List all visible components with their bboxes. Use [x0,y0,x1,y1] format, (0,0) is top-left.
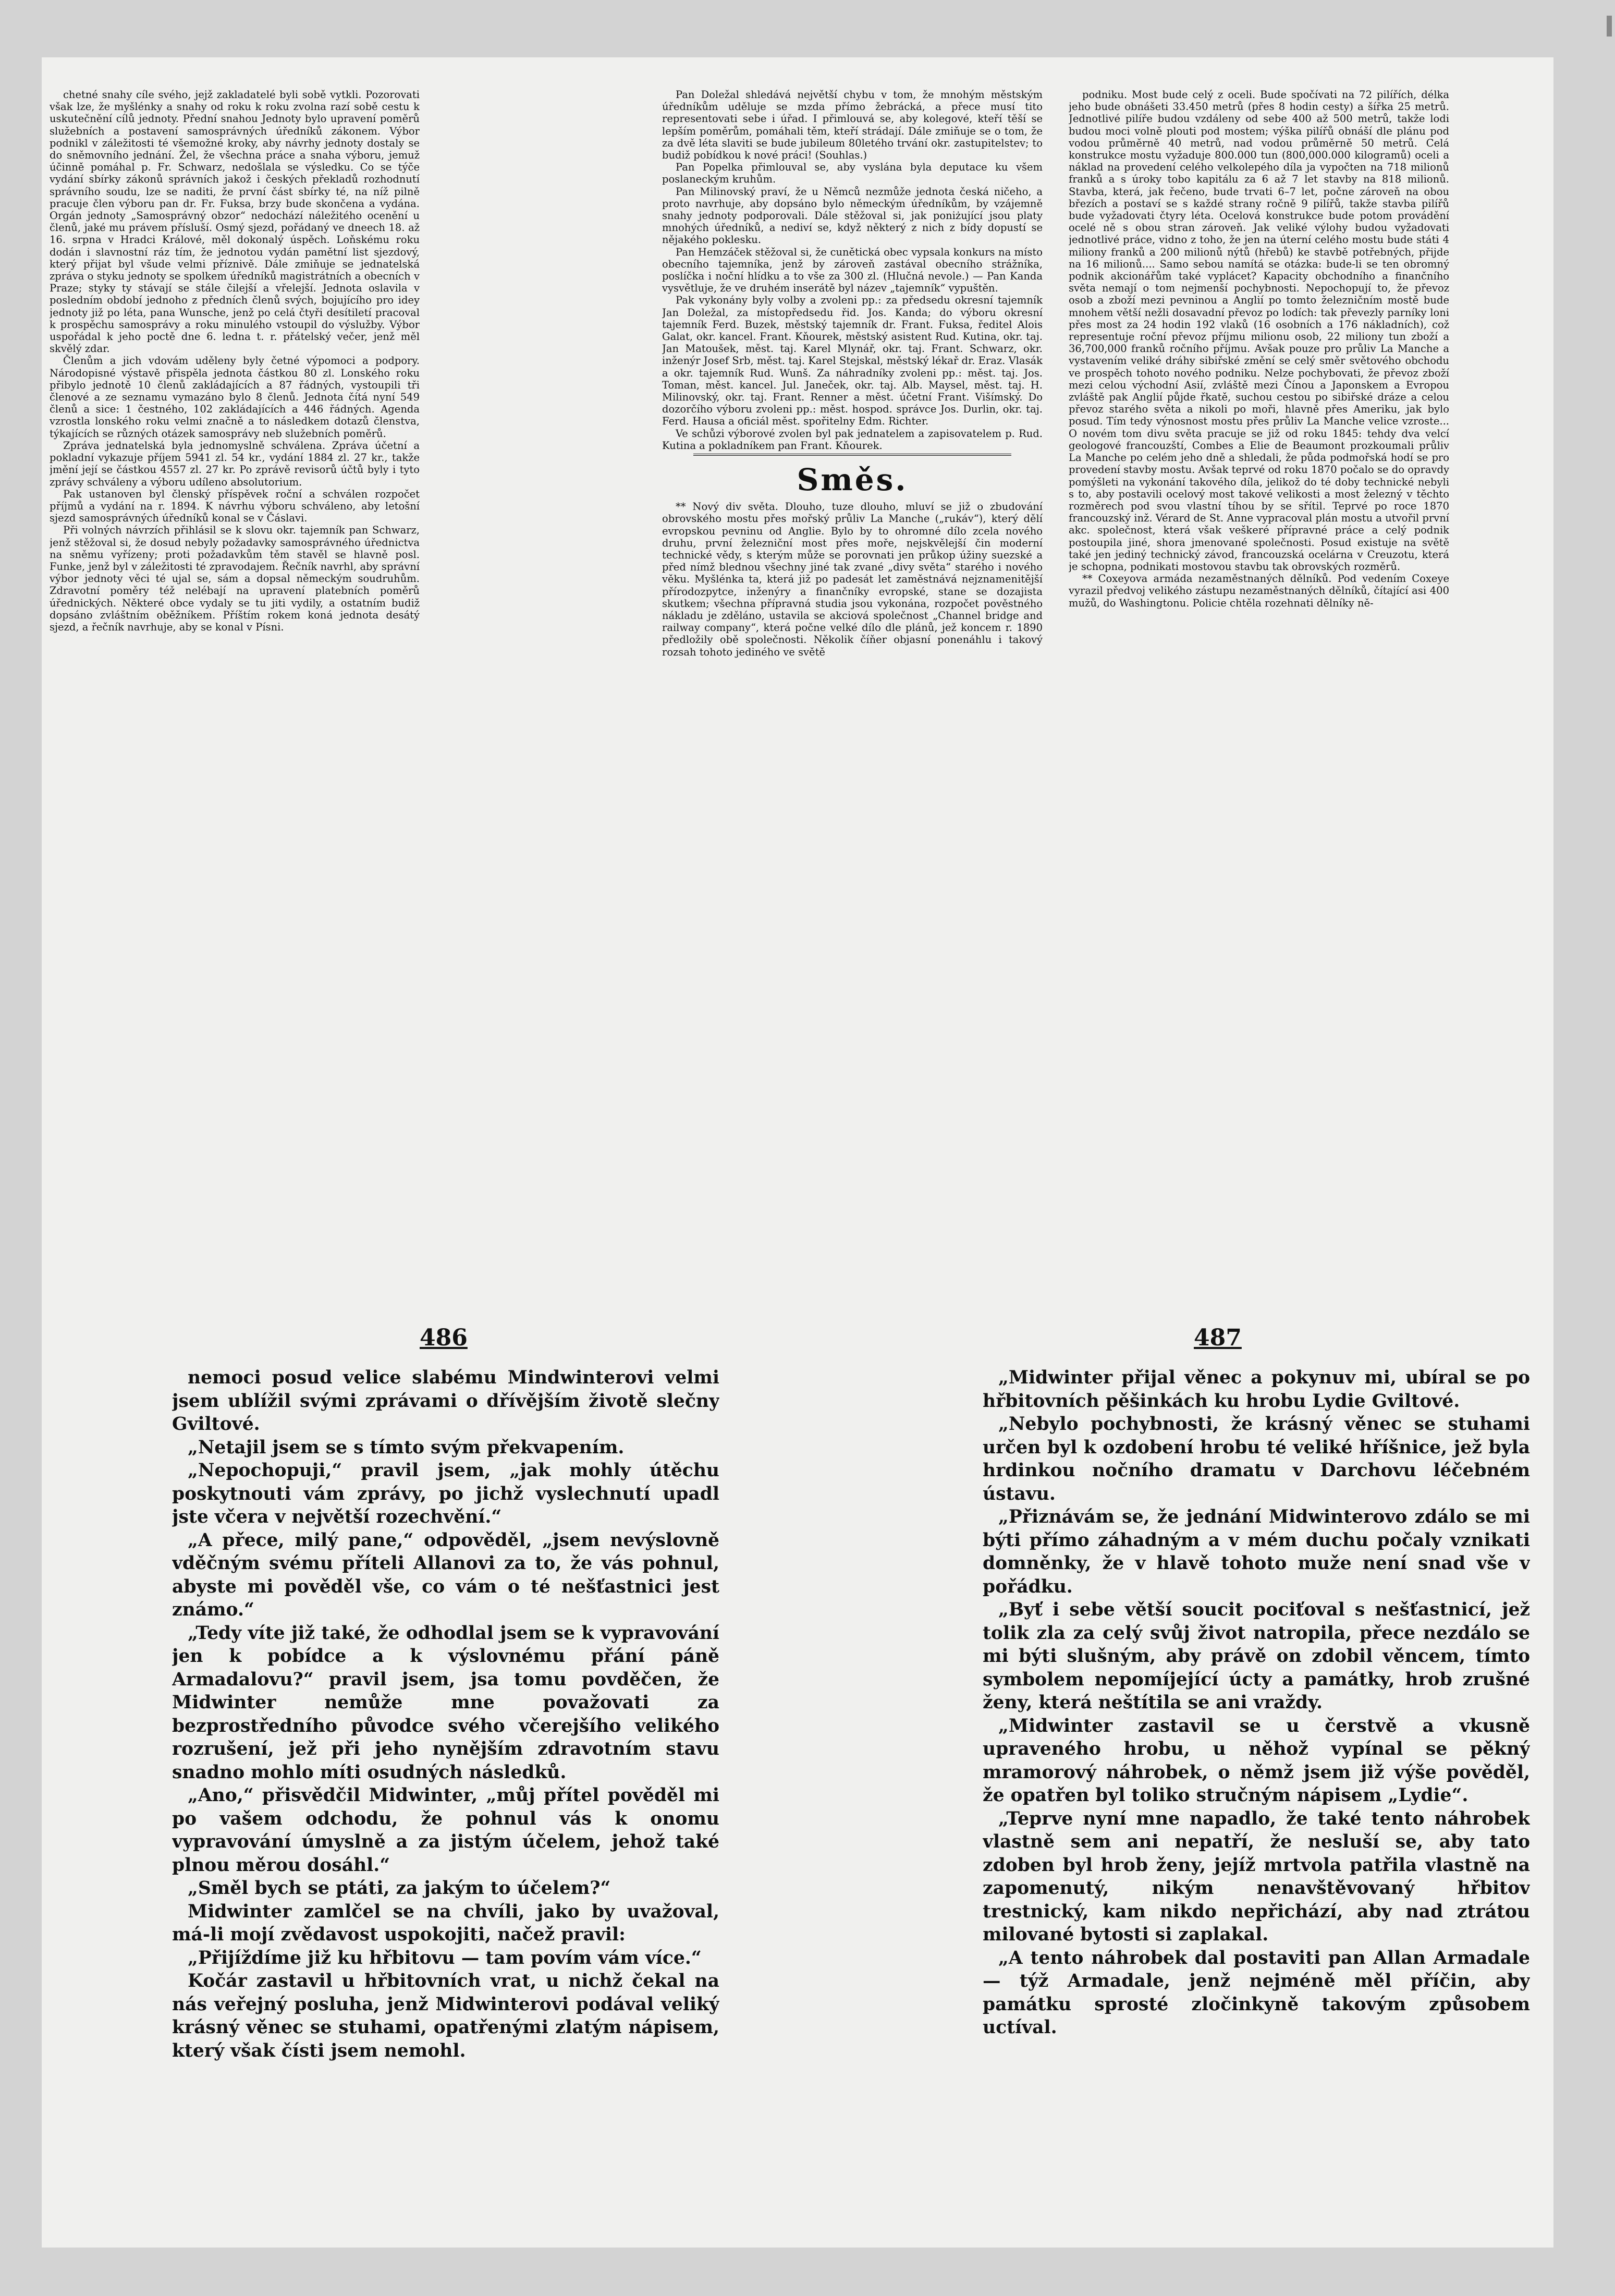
col1-paragraph: Zpráva jednatelská byla jednomyslně schválena. Zpráva účetní a pokladní vykazuje příjem 5941 zl. 54 kr., vydání 1884 zl. 27 kr., takže jmění její se částkou 4557 zl. 27 kr. Po zprávě revisorů účtů byly i tyto zprávy schváleny a výboru udíleno absolutorium. [50,439,420,488]
book-paragraph: Midwinter zamlčel se na chvíli, jako by uvažoval, má-li mojí zvědavost uspokojiti, načež pravil: [172,1901,719,1945]
page-number-right: 487 [1194,1325,1242,1351]
section-heading-smes: Směs. [797,462,908,498]
book-paragraph: „A tento náhrobek dal postaviti pan Allan Armadale — týž Armadale, jenž nejméně měl příčin, aby památku sprosté zločinkyně takovým způsobem uctíval. [983,1947,1530,2038]
col3-paragraph: ** Coxeyova armáda nezaměstnaných dělníků. Pod vedením Coxeye vyrazil předvoj velikého zástupu nezaměstnaných dělníků, čítající asi 400 mužů, do Washingtonu. Policie chtěla rozehnati dělníky ně- [1069,573,1449,609]
col3-paragraph: podniku. Most bude celý z oceli. Bude spočívati na 72 pilířích, délka jeho bude obnášeti 33.450 metrů (přes 8 hodin cesty) a šířka 25 metrů. Jednotlivé pilíře budou vzdáleny od sebe 400 až 500 metrů, takže lodi budou moci volně plouti pod mostem; výška pilířů obnáší dle plánu pod vodou průměrně 40 metrů, nad vodou průměrně 50 metrů. Celá konstrukce mostu vyžaduje 800.000 tun (800,000.000 kilogramů) oceli a náklad na provedení celého velkolepého díla ja vypočten na 718 milionů franků a s úroky tobo kapitálu za 6 až 7 let stavby na 818 milionů. Stavba, která, jak řečeno, bude trvati 6–7 let, počne zároveň na obou březích a postaví se s každé strany ročně 9 pilířů, takže stavba pilířů bude vyžadovati čtyry léta. Ocelová konstrukce bude potom provádění ocelé ně s obou stran zároveň. Jak veliké výlohy budou vyžadovati jednotlivé práce, vidno z toho, že jen na úterní celého mostu bude státi 4 miliony franků a 200 milionů nýtů (hřebů) ke stavbě potřebných, přijde na 16 milionů.... Samo sebou namítá se otázka: bude-li se ten obromný podnik akcionářům také vyplácet? Kapacity obchodního a finančního světa nemají o tom nejmenší pochybnosti. Nepochopují to, že převoz osob a zboží mezi pevninou a Anglií po tomto železničním mostě bude mnohem větší nežli dosavadní převoz po lodích: tak převezly parníky loni přes most za 24 hodin 192 vlaků (16 osobních a 176 nákladních), což representuje roční převoz příjmu milionu osob, 22 miliony tun zboží a 36,700,000 franků ročního příjmu. Avšak pouze pro průliv La Manche a vystavením veliké dráhy sibiřské změní se celý směr světového obchodu ve prospěch tohoto nového podniku. Nelze pochybovati, že převoz zboží mezi celou východní Asií, zvláště mezi Čínou a Japonskem a Evropou zvláště pak Anglií půjde řkatě, suchou cestou po sibiřské dráze a celou převoz starého světa a nikoli po moři, hlavně přes Ameriku, jak bylo posud. Tím tedy výnosnost mostu přes průliv La Manche velice vzroste... O novém tom divu světa pracuje se již od roku 1845: tehdy dva velcí geologové francouzští, Combes a Elie de Beaumont prozkoumali průliv La Manche po celém jeho dně a shledali, že půda podmořská hodí se pro provedení stavby mostu. Avšak teprvé od roku 1870 počalo se do opravdy pomýšleti na vykonání takového díla, jelikož do té doby technické nebyli s to, aby postavili ocelový most takové velikosti a most železný v těchto rozměrech pod svou vlastní tíhou by se sřítil. Teprvé po roce 1870 francouzský inž. Vérard de St. Anne vypracoval plán mostu a utvořil první akc. společnost, která však veškeré přípravné práce a celý podnik postoupila jiné, shora jmenované společnosti. Posud existuje na světě také jen jediný technický závod, francouzská ocelárna v Creuzotu, která je schopna, podnikati mostovou stavbu tak obrovských rozměrů. [1069,89,1449,573]
book-paragraph: „Přiznávám se, že jednání Midwinterovo zdálo se mi býti přímo záhadným a v mém duchu počaly vznikati domněnky, že v hlavě tohoto muže není snad vše v pořádku. [983,1507,1530,1597]
edge-mark [1607,16,1612,37]
col2-paragraph: Pak vykonány byly volby a zvoleni pp.: za předsedu okresní tajemník Jan Doležal, za místopředsedu řid. Jos. Kanda; do výboru okresní tajemník Ferd. Buzek, městský tajemník dr. Frant. Fuksa, ředitel Alois Galat, okr. kancel. Frant. Kňourek, městský asistent Rud. Kutina, okr. taj. Jan Matoušek, měst. taj. Karel Mlynář, okr. taj. Frant. Schwarz, okr. inženýr Josef Srb, měst. taj. Karel Stejskal, městský lékař dr. Eraz. Vlasák a okr. tajemník Rud. Wunš. Za náhradníky zvoleni pp.: měst. taj. Jos. Toman, měst. kancel. Jul. Janeček, okr. taj. Alb. Maysel, měst. taj. H. Milinovský, okr. taj. Frant. Renner a měst. účetní Frant. Višímský. Do dozorčího výboru zvoleni pp.: měst. hospod. správce Jos. Durlin, okr. taj. Ferd. Hausa a oficiál měst. spořitelny Edm. Richter. [662,294,1043,428]
book-paragraph: „Midwinter přijal věnec a pokynuv mi, ubíral se po hřbitovních pěšinkách ku hrobu Lydie Gviltové. [983,1367,1530,1412]
book-paragraph: nemoci posud velice slabému Mindwinterovi velmi jsem ublížil svými zprávami o dřívějším životě slečny Gviltové. [172,1367,719,1435]
col1-paragraph: chetné snahy cíle svého, jejž zakladatelé byli sobě vytkli. Pozorovati však lze, že myšlénky a snahy od roku k roku zvolna razí sobě cestu k uskutečnění cílů jednoty. Přední snahou Jednoty bylo upravení poměrů služebních a postavení samosprávných úředníků zákonem. Výbor podnikl v záležitosti té všemožné kroky, aby návrhy jednoty dostaly se do sněmovního jednání. Žel, že všechna práce a snaha výboru, jemuž účinně pomáhal p. Fr. Schwarz, nedošlala se výsledku. Co se týče vydání sbírky zákonů správních jakož i českých překladů rozhodnutí správního soudu, lze se naditi, že první část sbírky té, na níž pilně pracuje člen výboru pan dr. Fr. Fuksa, brzy bude skončena a vydána. Orgán jednoty „Samosprávný obzor“ nedochází náležitého ocenění u členů, jaké mu právem přísluší. Osmý sjezd, pořádaný ve dneech 18. až 16. srpna v Hradci Králové, měl dokonalý úspěch. Loňskému roku dodán i slavnostní ráz tím, že jednotou vydán pamětní list sjezdový, který přijat byl všude velmi příznivě. Dále zmiňuje se jednatelská zpráva o styku jednoty se spolkem úředníků magistrátních a obecních v Praze; styky ty stávají se stále čilejší a vřelejší. Jednota oslavila v posledním období jednoho z předních členů svých, bojujícího pro idey jednoty již po léta, pana Wunsche, jenž po celá čtyři desítiletí pracoval k prospěchu samosprávy a roku minulého vstoupil do výslužby. Výbor uspořádal k jeho poctě dne 6. ledna t. r. přátelský večer, jenž měl skvělý zdar. [50,89,420,355]
book-page-right [983,1366,1530,2086]
book-paragraph: „Byť i sebe větší soucit pociťoval s nešťastnicí, jež tolik zla za celý svůj život natropila, přece nezdálo se mi býti slušným, aby právě on zdobil věncem, tímto symbolem nepomíjející úcty a památky, hrob zrušné ženy, která neštítila se ani vraždy. [983,1599,1530,1713]
book-paragraph: „Midwinter zastavil se u čerstvě a vkusně upraveného hrobu, u něhož vypínal se pěkný mramorový náhrobek, o němž jsem již výše pověděl, že opatřen byl toliko stručným nápisem „Lydie“. [983,1715,1530,1806]
newspaper-column-2 [662,89,1043,1163]
book-paragraph: „Netajil jsem se s tímto svým překvapením. [188,1437,625,1458]
book-paragraph: „Nebylo pochybnosti, že krásný věnec se stuhami určen byl k ozdobení hrobu té veliké hříšnice, jež byla hrdinkou nočního dramatu v Darchovu léčebném ústavu. [983,1414,1530,1504]
col1-paragraph: Při volných návrzích přihlásil se k slovu okr. tajemník pan Schwarz, jenž stěžoval si, že dosud nebyly požadavky samosprávného úřednictva na sněmu vyřízeny; proti požadavkům těm stavěl se hlavně posl. Funke, jenž byl v záležitosti té zpravodajem. Řečník navrhl, aby správní výbor jednoty věci té ujal se, sám a dopsal německým soudruhům. Zdravotní poměry též nelébají na upravení platebních poměrů úřednických. Některé obce vydaly se tu jiti vydily, a ostatním budiž dopsáno zvláštním oběžníkem. Příštím rokem koná jednota desátý sjezd, a řečník navrhuje, aby se konal v Písni. [50,524,420,633]
book-paragraph: „Tedy víte již také, že odhodlal jsem se k vypravování jen k pobídce a k výslovnému přání páně Armadalovu?“ pravil jsem, jsa tomu povděčen, že Midwinter nemůže mne považovati za bezprostředního původce svého včerejšího velikého rozrušení, jež při jeho nynějším zdravotním stavu snadno mohlo míti osudných následků. [172,1622,719,1783]
book-paragraph: „Směl bych se ptáti, za jakým to účelem?“ [188,1878,611,1899]
page-number-left: 486 [420,1325,468,1351]
book-paragraph: „Přijíždíme již ku hřbitovu — tam povím vám více.“ [188,1947,702,1969]
newspaper-column-1 [50,89,420,1163]
book-paragraph: Kočár zastavil u hřbitovních vrat, u nichž čekal na nás veřejný posluha, jenž Midwinterovi podával veliký krásný věnec se stuhami, opatřenými zlatým nápisem, který však čísti jsem nemohl. [172,1971,719,2061]
book-page-left [172,1366,719,2086]
col1-paragraph: Členům a jich vdovám uděleny byly četné výpomoci a podpory. Národopisné výstavě přispěla jednota částkou 80 zl. Lonského roku přibylo jednotě 10 členů zakládajících a 87 řádných, vystoupili tři členové a ze seznamu vymazáno bylo 8 členů. Jednota čítá nyní 549 členů a sice: 1 čestného, 102 zakládajících a 446 řádných. Agenda vzrostla lonského roku velmi značně a to následkem dotazů členstva, týkajících se různých otázek samosprávy neb služebních poměrů. [50,355,420,440]
book-paragraph: „Ano,“ přisvědčil Midwinter, „můj přítel pověděl mi po vašem odchodu, že pohnul vás k onomu vypravování úmyslně a za jistým účelem, jehož také plnou měrou dosáhl.“ [172,1785,719,1876]
col2-paragraph: Pan Milinovský praví, že u Němců nezmůže jednota česká ničeho, a proto navrhuje, aby dopsáno bylo německým úředníkům, by vzájemně snahy jednoty podporovali. Dále stěžoval si, jak poniżující jsou platy mnohých úředníků, a nediví se, když některý z nich z bídy dopustí se nějakého poklesku. [662,185,1043,246]
col2-paragraph: Pan Doležal shledává největší chybu v tom, že mnohým městským úředníkům uděluje se mzda přímo žebrácká, a přece musí tito representovati sebe i úřad. I přimlouvá se, aby kolegové, kteří těší se lepším poměrům, pomáhali těm, kteří strádají. Dále zmiňuje se o tom, že za dvě léta slaviti se bude jubileum 80letého trvání okr. zastupitelstev; to budiž pobídkou k nové práci! (Souhlas.) [662,89,1043,162]
col2-paragraph: Pan Popelka přimlouval se, aby vyslána byla deputace ku všem poslaneckým kruhům. [662,161,1043,186]
col1-paragraph: Pak ustanoven byl členský příspěvek roční a schválen rozpočet příjmů a vydání na r. 1894. K návrhu výboru schváleno, aby letošní sjezd samosprávných úředníků konal se v Čáslavi. [50,488,420,525]
book-paragraph: „Teprve nyní mne napadlo, že také tento náhrobek vlastně sem ani nepatří, že nesluší se, aby tato zdoben byl hrob ženy, jejíž mrtvola patřila vlastně na zapomenutý, nikým nenavštěvovaný hřbitov trestnický, kam nikdo nepřichází, aby nad ztrátou milované bytosti si zaplakal. [983,1808,1530,1945]
section-rule [693,454,1011,456]
book-paragraph: „Nepochopuji,“ pravil jsem, „jak mohly útěchu poskytnouti vám zprávy, po jichž vyslechnutí upadl jste včera v největší rozechvění.“ [172,1460,719,1527]
col2-paragraph: Pan Hemzáček stěžoval si, že cunětická obec vypsala konkurs na místo obecního tajemníka, jenž by zároveň zastával obecního strážníka, poslíčka i noční hlídku a to vše za 300 zl. (Hlučná nevole.) — Pan Kanda vysvětluje, že ve druhém inserátě byl název „tajemník“ vypuštěn. [662,246,1043,295]
newspaper-column-3 [1069,89,1449,1163]
col2-paragraph: Ve schůzi výborové zvolen byl pak jednatelem a zapisovatelem p. Rud. Kutina a pokladníkem pan Frant. Kňourek. [662,427,1043,452]
book-paragraph: „A přece, milý pane,“ odpověděl, „jsem nevýslovně vděčným svému příteli Allanovi za to, že vás pohnul, abyste mi pověděl vše, co vám o té nešťastnici jest známo.“ [172,1529,719,1620]
col2-paragraph: ** Nový div světa. Dlouho, tuze dlouho, mluví se již o zbudování obrovského mostu přes mořský průliv La Manche („rukáv“), který dělí evropskou pevninu od Anglie. Bylo by to ohromné dílo zcela nového druhu, první železniční most přes moře, nejskvělejší čin moderní technické vědy, s kterým může se porovnati jen průkop úžiny suezské a před nímž blednou všechny jiné tak zvané „divy světa“ starého i nového věku. Myšlénka ta, která již po padesát let zaměstnává nejznamenitější přírodozpytce, inženýry a finančníky evropské, stane se dozajista skutkem; všechna přípravná studia jsou vykonána, rozpočet pověstného nákladu je zděláno, ustavila se akciová společnost „Channel bridge and railway company“, která počne velké dílo dle plánů, jež koncem r. 1890 předložily obě společnosti. Několik číňer objasní ponenáhlu i takový rozsah tohoto jediného ve světě [662,501,1043,658]
